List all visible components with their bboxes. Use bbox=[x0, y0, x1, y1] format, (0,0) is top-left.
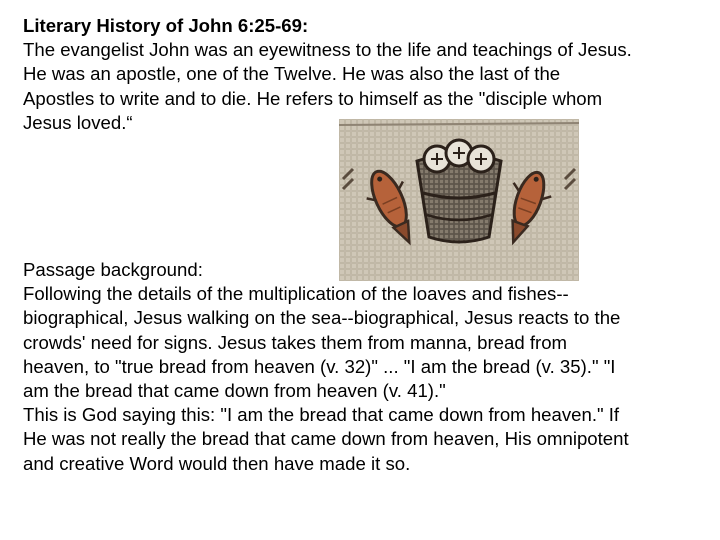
passage-line: He was not really the bread that came down from heaven, His omnipotent bbox=[23, 428, 629, 450]
passage-line: Following the details of the multiplication of the loaves and fishes-- bbox=[23, 283, 569, 305]
passage-line: biographical, Jesus walking on the sea--biographical, Jesus reacts to the bbox=[23, 307, 621, 329]
passage-line: heaven, to "true bread from heaven (v. 32)" ... "I am the bread (v. 35)." "I bbox=[23, 355, 616, 377]
passage-section bbox=[23, 258, 703, 476]
passage-line: crowds' need for signs. Jesus takes them from manna, bread from bbox=[23, 331, 568, 353]
history-line: Apostles to write and to die. He refers to himself as the "disciple whom bbox=[23, 87, 603, 109]
history-line: The evangelist John was an eyewitness to the life and teachings of Jesus. bbox=[23, 39, 632, 61]
loaves-and-fishes-mosaic-image bbox=[339, 119, 579, 281]
history-line: Jesus loved.“ bbox=[23, 111, 133, 133]
bread-basket bbox=[417, 140, 501, 242]
passage-heading: Passage background: bbox=[23, 259, 203, 280]
history-heading: Literary History of John 6:25-69: bbox=[23, 15, 309, 36]
passage-line: and creative Word would then have made it so. bbox=[23, 452, 411, 474]
passage-line: am the bread that came down from heaven (v. 41)." bbox=[23, 380, 446, 402]
history-section bbox=[23, 14, 703, 135]
passage-line: This is God saying this: "I am the bread that came down from heaven." If bbox=[23, 404, 620, 426]
history-line: He was an apostle, one of the Twelve. He was also the last of the bbox=[23, 63, 561, 85]
